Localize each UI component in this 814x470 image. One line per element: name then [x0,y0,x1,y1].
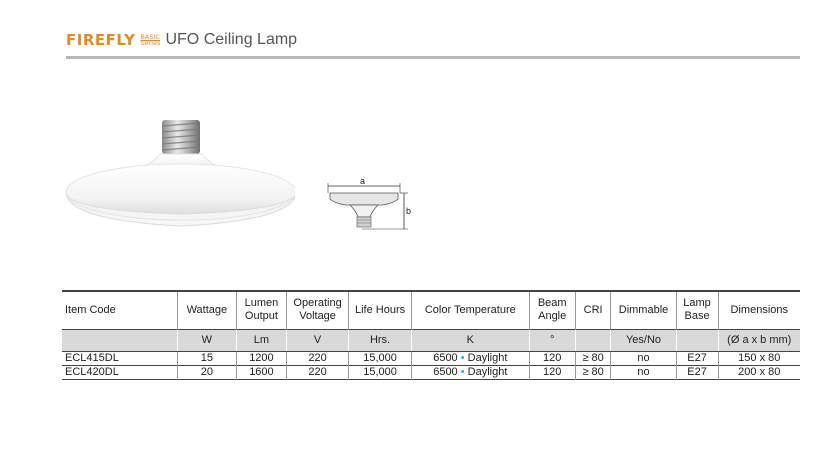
cell-base: E27 [676,365,718,379]
brand-logo: FIREFLY [66,31,136,49]
series-badge [140,34,160,46]
cell-base: E27 [676,351,718,365]
cell-life: 15,000 [349,351,412,365]
cell-item-code: ECL420DL [65,365,119,378]
cell-beam: 120 [529,365,575,379]
table-row [62,365,800,379]
table-header-row [62,291,800,329]
header-cri: CRI [575,291,611,329]
unit-temperature: K [412,329,530,351]
unit-dimmable: Yes/No [611,329,676,351]
header-dimmable: Dimmable [611,291,676,329]
cell-dimmable: no [611,351,676,365]
cell-color-temperature [412,351,530,365]
cell-life: 15,000 [349,365,412,379]
header-beam-angle: Beam Angle [529,291,575,329]
bullet-dot-icon: • [460,365,465,378]
bullet-dot-icon: • [460,351,465,364]
series-badge-line1: BASIC [140,33,160,41]
cell-item-code: ECL415DL [65,351,119,364]
header-divider [66,56,800,59]
page-title: UFO Ceiling Lamp [165,31,298,48]
cell-wattage: 20 [177,365,236,379]
cell-cri: ≥ 80 [575,351,611,365]
header-lumen-output: Lumen Output [236,291,286,329]
header-life-hours: Life Hours [349,291,412,329]
product-image [60,110,295,240]
cell-voltage: 220 [287,365,349,379]
header-lamp-base: Lamp Base [676,291,718,329]
unit-lumen: Lm [236,329,286,351]
unit-beam: ° [529,329,575,351]
unit-life: Hrs. [349,329,412,351]
cell-dimmable: no [611,365,676,379]
dimension-diagram [322,175,422,235]
cell-voltage: 220 [287,351,349,365]
cell-beam: 120 [529,351,575,365]
header-item-code: Item Code [65,303,116,316]
unit-dimensions: (Ø a x b mm) [718,329,800,351]
cell-cri: ≥ 80 [575,365,611,379]
temp-name: Daylight [467,365,508,378]
header-color-temperature: Color Temperature [412,291,530,329]
cell-dimensions: 200 x 80 [718,365,800,379]
header-wattage: Wattage [177,291,236,329]
page-header [66,28,297,52]
cell-lumen: 1600 [236,365,286,379]
unit-voltage: V [287,329,349,351]
unit-base [676,329,718,351]
header-dimensions: Dimensions [718,291,800,329]
cell-wattage: 15 [177,351,236,365]
table-row [62,351,800,365]
cell-dimensions: 150 x 80 [718,351,800,365]
specification-table [62,290,800,380]
cell-color-temperature [412,365,530,379]
cell-lumen: 1200 [236,351,286,365]
header-operating-voltage: Operating Voltage [287,291,349,329]
dimension-label-b: b [406,206,412,216]
unit-item-code [62,329,177,351]
unit-wattage: W [177,329,236,351]
unit-cri [575,329,611,351]
dimension-label-a: a [360,176,366,186]
temp-kelvin: 6500 [433,351,458,364]
temp-name: Daylight [467,351,508,364]
temp-kelvin: 6500 [433,365,458,378]
table-unit-row [62,329,800,351]
series-badge-line2: Series [140,39,161,47]
